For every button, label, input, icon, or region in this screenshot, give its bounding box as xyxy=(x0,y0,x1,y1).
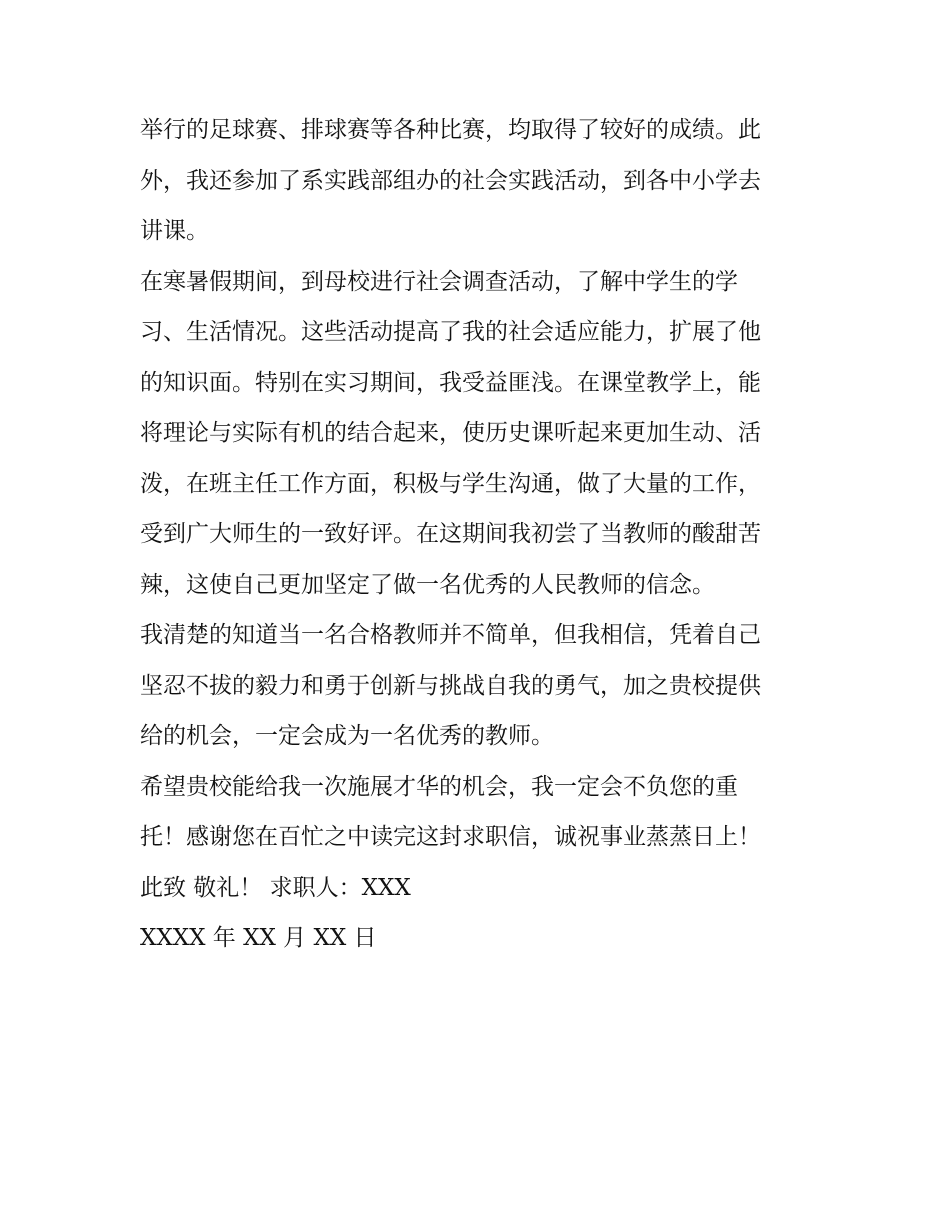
text-line-7: 将理论与实际有机的结合起来，使历史课听起来更加生动、活 xyxy=(140,420,761,446)
text-line-13: 给的机会，一定会成为一名优秀的教师。 xyxy=(140,723,554,749)
text-line-14: 希望贵校能给我一次施展才华的机会，我一定会不负您的重 xyxy=(140,773,738,800)
text-line-15: 托！感谢您在百忙之中读完这封求职信，诚祝事业蒸蒸日上！ xyxy=(140,824,761,850)
text-line-2: 外，我还参加了系实践部组办的社会实践活动，到各中小学去 xyxy=(140,167,761,194)
text-line-4: 在寒暑假期间，到母校进行社会调查活动，了解中学生的学 xyxy=(140,268,738,295)
date-line: XXXX 年 XX 月 XX 日 xyxy=(140,925,377,951)
text-line-11: 我清楚的知道当一名合格教师并不简单，但我相信，凭着自己 xyxy=(140,622,761,648)
closing-line: 此致 敬礼！ 求职人：XXX xyxy=(140,874,411,901)
text-line-3: 讲课。 xyxy=(140,218,209,244)
text-line-5: 习、生活情况。这些活动提高了我的社会适应能力，扩展了他 xyxy=(140,319,761,345)
text-line-8: 泼，在班主任工作方面，积极与学生沟通，做了大量的工作， xyxy=(140,470,761,497)
text-line-12: 坚忍不拔的毅力和勇于创新与挑战自我的勇气，加之贵校提供 xyxy=(140,672,761,699)
letter-body xyxy=(140,105,820,964)
text-line-10: 辣，这使自己更加坚定了做一名优秀的人民教师的信念。 xyxy=(140,571,715,598)
text-line-9: 受到广大师生的一致好评。在这期间我初尝了当教师的酸甜苦 xyxy=(140,521,761,547)
text-line-6: 的知识面。特别在实习期间，我受益匪浅。在课堂教学上，能 xyxy=(140,369,761,396)
text-line-1: 举行的足球赛、排球赛等各种比赛，均取得了较好的成绩。此 xyxy=(140,117,761,143)
